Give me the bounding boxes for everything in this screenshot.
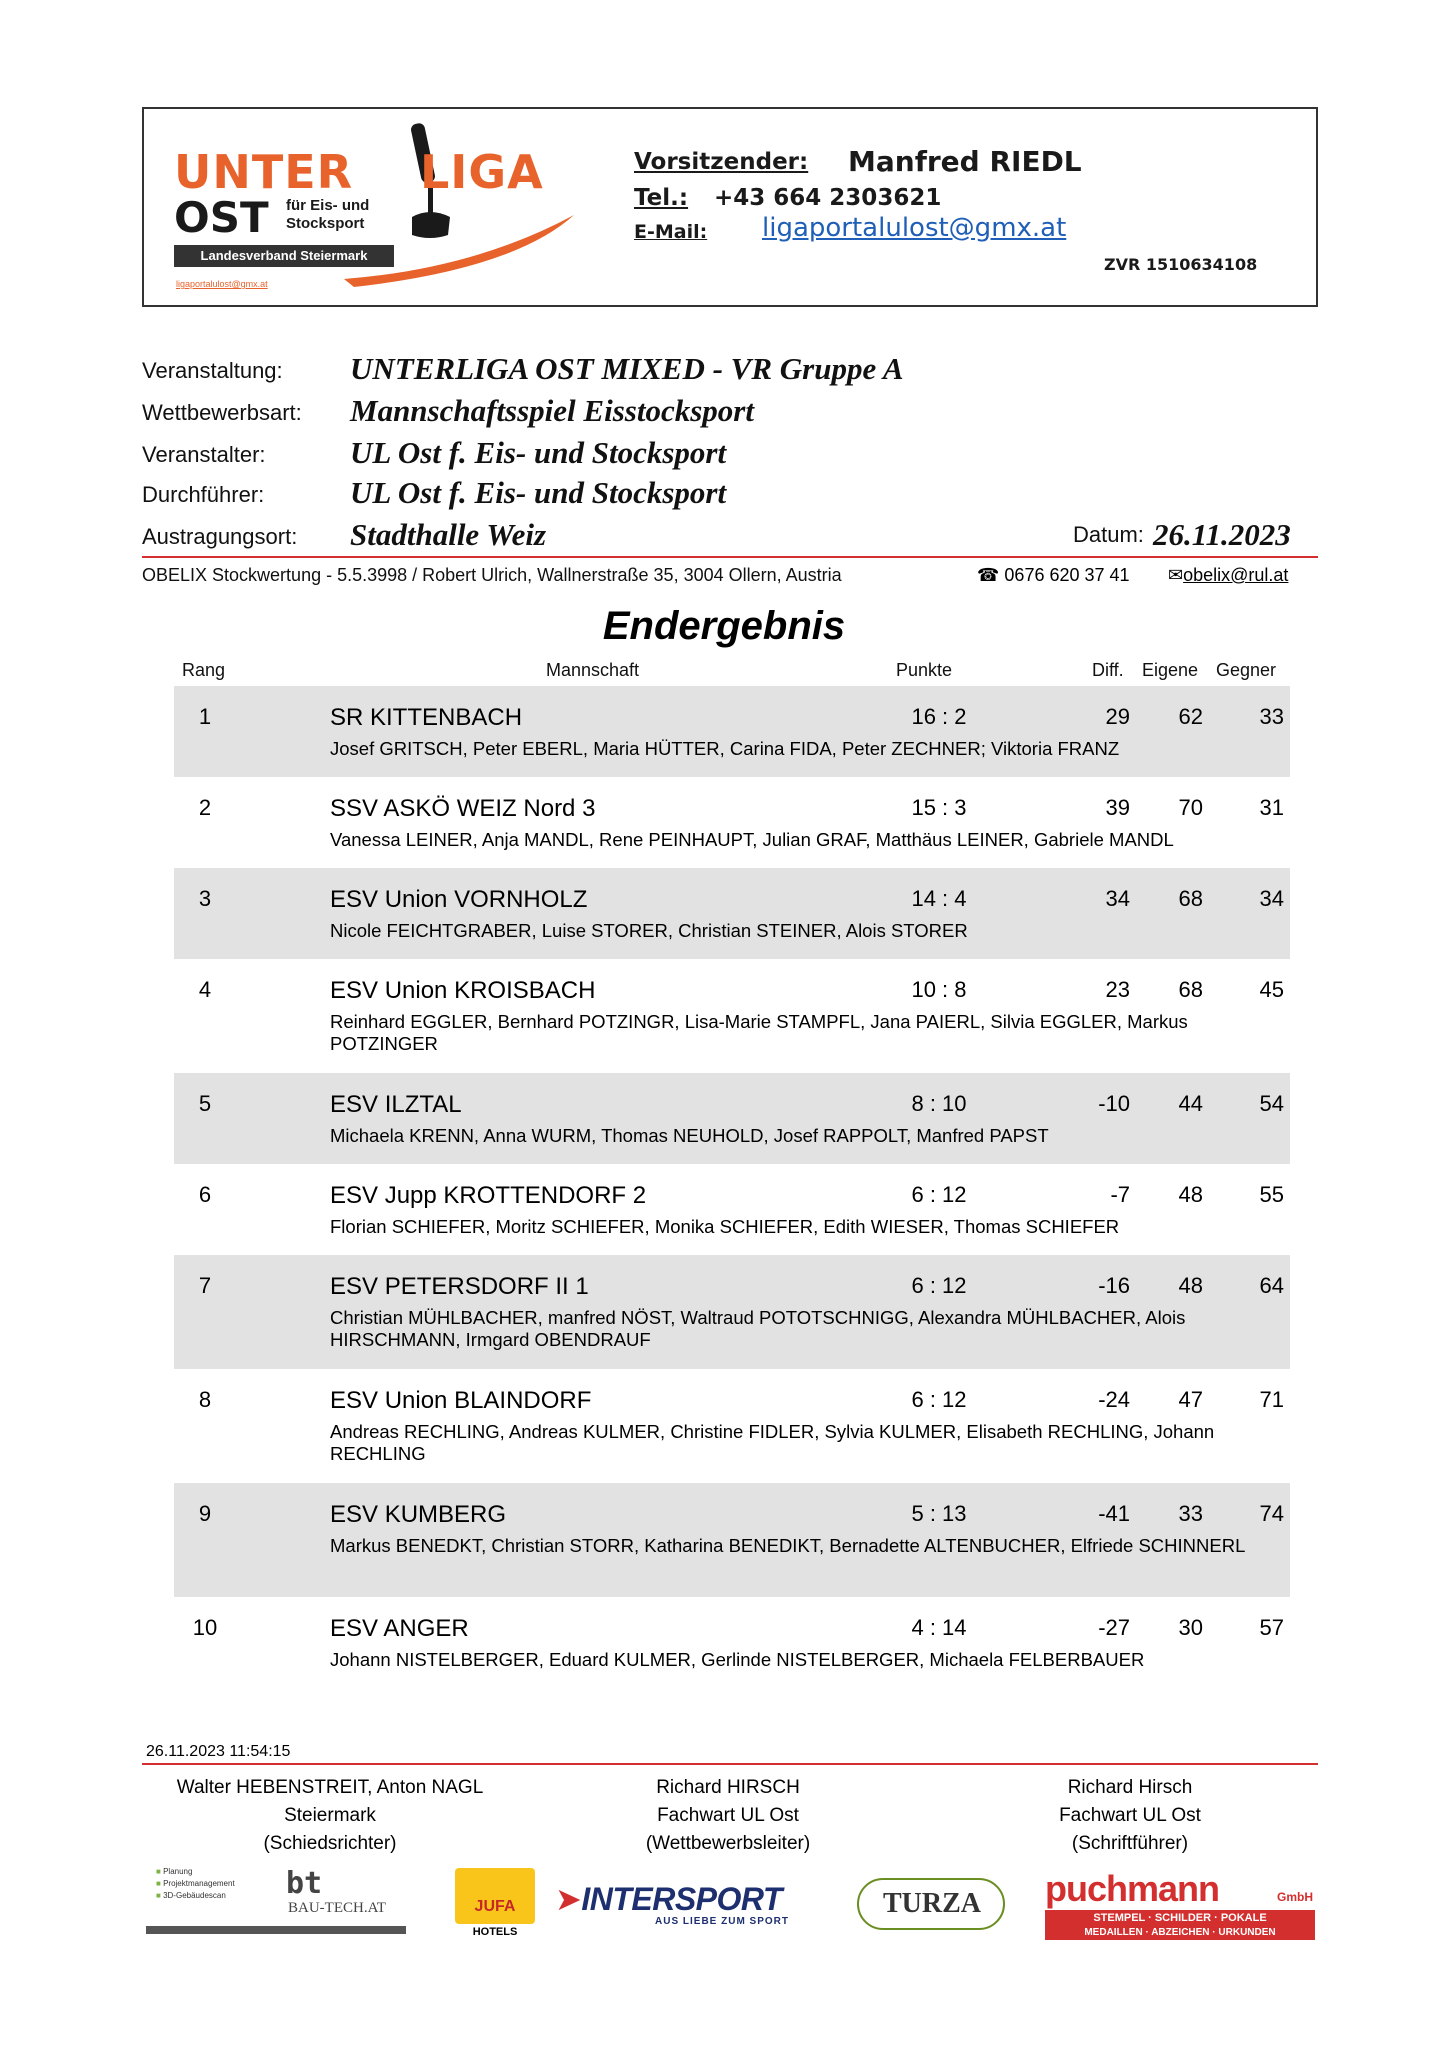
unterliga-ost-logo xyxy=(174,119,574,299)
points: 6 : 12 xyxy=(911,1387,967,1412)
turza-brand: TURZA xyxy=(882,1888,981,1919)
organizer-label: Veranstalter: xyxy=(142,442,266,467)
signature-name: Walter HEBENSTREIT, Anton NAGL xyxy=(176,1777,484,1798)
own-score: 68 xyxy=(1178,886,1203,911)
signature-region: Fachwart UL Ost xyxy=(1059,1805,1201,1826)
team-name: ESV Union VORNHOLZ xyxy=(330,886,588,913)
signature-competition-lead xyxy=(528,1774,928,1858)
team-name: SSV ASKÖ WEIZ Nord 3 xyxy=(330,795,596,822)
bautech-services: ■ Planung ■ Projektmanagement ■ 3D-Gebäudescan xyxy=(156,1867,235,1900)
diff: -7 xyxy=(1110,1182,1130,1207)
signature-secretary xyxy=(930,1774,1330,1858)
points: 10 : 8 xyxy=(911,977,967,1002)
table-row xyxy=(174,959,1290,1073)
player-list: Christian MÜHLBACHER, manfred NÖST, Waltraud POTOTSCHNIGG, Alexandra MÜHLBACHER, Alois HIRSCHMANN, Irmgard OBENDRAUF xyxy=(330,1307,1186,1350)
date-label: Datum: xyxy=(1073,522,1144,547)
zvr-number: ZVR 1510634108 xyxy=(1104,255,1258,274)
team-name: ESV ILZTAL xyxy=(330,1091,462,1118)
diff: 39 xyxy=(1105,795,1130,820)
player-list: Josef GRITSCH, Peter EBERL, Maria HÜTTER, Carina FIDA, Peter ZECHNER; Viktoria FRANZ xyxy=(330,738,1120,759)
rank: 10 xyxy=(192,1615,218,1640)
player-list: Nicole FEICHTGRABER, Luise STORER, Christian STEINER, Alois STORER xyxy=(330,920,968,941)
rank: 6 xyxy=(198,1182,212,1207)
signature-role: (Wettbewerbsleiter) xyxy=(645,1833,811,1854)
competition-type-label: Wettbewerbsart: xyxy=(142,400,302,425)
sponsor-intersport-logo xyxy=(555,1880,845,1930)
own-score: 62 xyxy=(1178,704,1203,729)
diff: 34 xyxy=(1105,886,1130,911)
table-row xyxy=(174,1164,1290,1255)
venue-value: Stadthalle Weiz xyxy=(350,517,547,552)
team-name: ESV Union BLAINDORF xyxy=(330,1387,592,1414)
logo-text-ost: OST xyxy=(174,193,269,242)
organizer-value: UL Ost f. Eis- und Stocksport xyxy=(350,435,727,470)
contact-block xyxy=(634,145,1304,299)
player-list: Vanessa LEINER, Anja MANDL, Rene PEINHAUPT, Julian GRAF, Matthäus LEINER, Gabriele MANDL xyxy=(330,829,1174,850)
rank: 7 xyxy=(198,1273,212,1298)
sponsor-puchmann-logo xyxy=(1045,1868,1315,1944)
host-value: UL Ost f. Eis- und Stocksport xyxy=(350,475,727,510)
opponent-score: 64 xyxy=(1259,1273,1284,1298)
event-value: UNTERLIGA OST MIXED - VR Gruppe A xyxy=(350,351,904,386)
chair-value: Manfred RIEDL xyxy=(848,145,1082,178)
phone-number: 0676 620 37 41 xyxy=(1004,565,1130,585)
points: 14 : 4 xyxy=(911,886,967,911)
col-points: Punkte xyxy=(896,660,953,680)
points: 4 : 14 xyxy=(911,1615,967,1640)
rank: 9 xyxy=(198,1501,212,1526)
puchmann-suffix: GmbH xyxy=(1277,1890,1313,1904)
logo-text-liga: LIGA xyxy=(420,145,544,199)
intersport-brand: ➤INTERSPORT xyxy=(555,1881,782,1917)
phone-info xyxy=(977,565,1130,586)
opponent-score: 74 xyxy=(1259,1501,1284,1526)
own-score: 44 xyxy=(1178,1091,1203,1116)
table-row xyxy=(174,1255,1290,1369)
page-title: Endergebnis xyxy=(602,604,846,648)
team-name: ESV ANGER xyxy=(330,1615,469,1642)
opponent-score: 57 xyxy=(1259,1615,1284,1640)
date-value: 26.11.2023 xyxy=(1153,517,1291,552)
points: 8 : 10 xyxy=(911,1091,967,1116)
diff: -27 xyxy=(1098,1615,1130,1640)
rank: 8 xyxy=(198,1387,212,1412)
points: 15 : 3 xyxy=(911,795,967,820)
opponent-score: 55 xyxy=(1259,1182,1284,1207)
signature-referees xyxy=(130,1774,530,1858)
logo-subtitle: für Eis- und Stocksport xyxy=(286,197,370,232)
logo-email: ligaportalulost@gmx.at xyxy=(176,279,268,289)
signature-region: Fachwart UL Ost xyxy=(657,1805,799,1826)
table-row xyxy=(174,1369,1290,1483)
software-credit: OBELIX Stockwertung - 5.5.3998 / Robert Ulrich, Wallnerstraße 35, 3004 Ollern, Austria xyxy=(142,565,842,585)
jufa-brand: JUFA xyxy=(474,1898,516,1915)
email-link[interactable]: ligaportalulost@gmx.at xyxy=(762,213,1067,243)
signature-role: (Schriftführer) xyxy=(1071,1833,1189,1854)
team-name: ESV PETERSDORF II 1 xyxy=(330,1273,589,1300)
points: 5 : 13 xyxy=(911,1501,967,1526)
rank: 1 xyxy=(198,704,212,729)
player-list: Andreas RECHLING, Andreas KULMER, Christine FIDLER, Sylvia KULMER, Elisabeth RECHLING, Johann RECHLING xyxy=(330,1421,1215,1464)
opponent-score: 31 xyxy=(1259,795,1284,820)
table-row xyxy=(174,868,1290,959)
diff: 29 xyxy=(1105,704,1130,729)
logo-band: Landesverband Steiermark xyxy=(174,245,394,267)
player-list: Johann NISTELBERGER, Eduard KULMER, Gerlinde NISTELBERGER, Michaela FELBERBAUER xyxy=(330,1649,1145,1670)
team-name: ESV KUMBERG xyxy=(330,1501,507,1528)
col-own: Eigene xyxy=(1142,660,1199,680)
divider-line xyxy=(142,556,1318,558)
email-label: E-Mail: xyxy=(634,221,708,243)
table-row xyxy=(174,777,1290,868)
signature-role: (Schiedsrichter) xyxy=(263,1833,397,1854)
event-label: Veranstaltung: xyxy=(142,358,283,383)
print-timestamp: 26.11.2023 11:54:15 xyxy=(146,1743,291,1760)
mail-info xyxy=(1168,565,1288,586)
diff: -24 xyxy=(1098,1387,1130,1412)
own-score: 70 xyxy=(1178,795,1203,820)
opponent-score: 34 xyxy=(1259,886,1284,911)
table-row xyxy=(174,1483,1290,1597)
player-list: Michaela KRENN, Anna WURM, Thomas NEUHOLD, Josef RAPPOLT, Manfred PAPST xyxy=(330,1125,1049,1146)
own-score: 48 xyxy=(1178,1273,1203,1298)
tel-label: Tel.: xyxy=(634,185,689,211)
jufa-sub: HOTELS xyxy=(472,1926,518,1938)
col-diff: Diff. xyxy=(1092,660,1124,680)
own-score: 68 xyxy=(1178,977,1203,1002)
team-name: ESV Jupp KROTTENDORF 2 xyxy=(330,1182,647,1209)
sponsor-turza-logo xyxy=(857,1868,1007,1938)
sponsor-jufa-logo xyxy=(455,1868,535,1942)
col-opp: Gegner xyxy=(1216,660,1277,680)
bautech-mark: bt xyxy=(286,1866,323,1901)
envelope-icon: ✉ xyxy=(1168,565,1184,585)
col-team: Mannschaft xyxy=(546,660,640,680)
signature-name: Richard Hirsch xyxy=(1067,1777,1193,1798)
points: 6 : 12 xyxy=(911,1273,967,1298)
rank: 2 xyxy=(198,795,212,820)
tel-value: +43 664 2303621 xyxy=(714,185,942,211)
opponent-score: 33 xyxy=(1259,704,1284,729)
team-name: SR KITTENBACH xyxy=(330,704,523,731)
table-row xyxy=(174,1073,1290,1164)
contact-email-link[interactable]: obelix@rul.at xyxy=(1183,565,1289,585)
opponent-score: 71 xyxy=(1259,1387,1284,1412)
bautech-bar xyxy=(146,1926,406,1934)
opponent-score: 45 xyxy=(1259,977,1284,1002)
col-rank: Rang xyxy=(182,660,226,680)
player-list: Markus BENEDKT, Christian STORR, Katharina BENEDIKT, Bernadette ALTENBUCHER, Elfriede SCHINNERL xyxy=(330,1535,1246,1556)
sponsor-bautech-logo xyxy=(146,1866,406,1936)
host-label: Durchführer: xyxy=(142,482,265,507)
intersport-arrow-icon: ➤ xyxy=(555,1881,582,1917)
signature-region: Steiermark xyxy=(284,1805,376,1826)
player-list: Florian SCHIEFER, Moritz SCHIEFER, Monika SCHIEFER, Edith WIESER, Thomas SCHIEFER xyxy=(330,1216,1120,1237)
chair-label: Vorsitzender: xyxy=(634,149,809,175)
intersport-slogan: AUS LIEBE ZUM SPORT xyxy=(655,1916,790,1927)
own-score: 48 xyxy=(1178,1182,1203,1207)
venue-label: Austragungsort: xyxy=(142,524,298,549)
own-score: 47 xyxy=(1178,1387,1203,1412)
header-box xyxy=(142,107,1318,307)
team-name: ESV Union KROISBACH xyxy=(330,977,596,1004)
puchmann-tagline: STEMPEL · SCHILDER · POKALE xyxy=(1045,1910,1315,1926)
points: 6 : 12 xyxy=(911,1182,967,1207)
rank: 3 xyxy=(198,886,212,911)
table-row xyxy=(174,686,1290,777)
bautech-brand: BAU-TECH.AT xyxy=(288,1900,386,1916)
points: 16 : 2 xyxy=(911,704,967,729)
divider-line xyxy=(142,1763,1318,1765)
diff: -41 xyxy=(1098,1501,1130,1526)
rank: 5 xyxy=(198,1091,212,1116)
own-score: 30 xyxy=(1178,1615,1203,1640)
competition-type-value: Mannschaftsspiel Eisstocksport xyxy=(350,393,754,428)
phone-icon: ☎ xyxy=(977,565,1005,585)
puchmann-tagline2: MEDAILLEN · ABZEICHEN · URKUNDEN xyxy=(1045,1926,1315,1940)
rank: 4 xyxy=(198,977,212,1002)
own-score: 33 xyxy=(1178,1501,1203,1526)
diff: 23 xyxy=(1105,977,1130,1002)
diff: -16 xyxy=(1098,1273,1130,1298)
logo-text-unter: UNTER xyxy=(174,145,354,199)
diff: -10 xyxy=(1098,1091,1130,1116)
table-row xyxy=(174,1597,1290,1688)
player-list: Reinhard EGGLER, Bernhard POTZINGR, Lisa-Marie STAMPFL, Jana PAIERL, Silvia EGGLER, Markus POTZINGER xyxy=(330,1011,1188,1054)
opponent-score: 54 xyxy=(1259,1091,1284,1116)
puchmann-brand: puchmann xyxy=(1045,1868,1220,1909)
signature-name: Richard HIRSCH xyxy=(656,1777,800,1798)
